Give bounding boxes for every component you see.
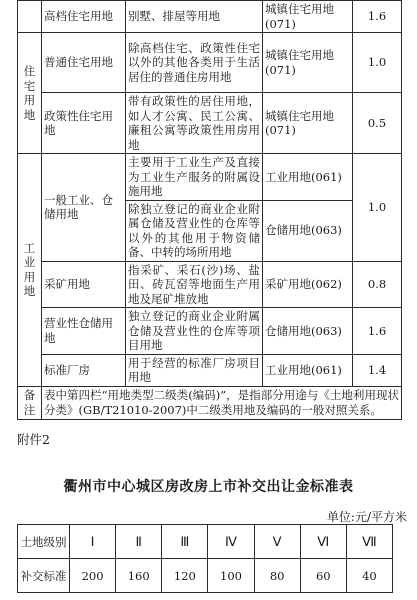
fee-value-cell: 160 <box>116 559 162 593</box>
description-cell: 除高档住宅、政策性住宅以外的其他各类用于生活居住的普通住房用地 <box>126 33 263 93</box>
code-cell: 城镇住宅用地(071) <box>263 93 353 154</box>
category-cell-blank <box>18 1 42 33</box>
description-cell: 别墅、排屋等用地 <box>126 1 263 33</box>
table-row <box>18 33 402 93</box>
table-row <box>18 93 402 154</box>
code-cell: 城镇住宅用地(071) <box>263 33 353 93</box>
unit-label: 单位:元/平方米 <box>326 510 407 524</box>
subtype-cell: 营业性仓储用地 <box>42 308 126 355</box>
subtype-cell: 一般工业、仓储用地 <box>42 154 126 262</box>
note-label: 备注 <box>18 386 42 419</box>
subtype-cell: 采矿用地 <box>42 261 126 308</box>
fee-row-label: 补交标准 <box>18 559 70 593</box>
code-cell: 仓储用地(063) <box>263 308 353 355</box>
level-cell: Ⅰ <box>70 525 116 559</box>
description-cell: 除独立登记的商业企业附属仓储及营业性的仓库等以外的其他用于物资储备、中转的场所用地 <box>126 200 263 261</box>
table-row <box>18 559 393 593</box>
fee-value-cell: 120 <box>162 559 208 593</box>
fee-value-cell: 80 <box>254 559 300 593</box>
description-cell: 用于经营的标准厂房项目用地 <box>126 354 263 386</box>
page-title: 衢州市中心城区房改房上市补交出让金标准表 <box>63 479 354 495</box>
subtype-cell: 政策性住宅用地 <box>42 93 126 154</box>
coefficient-cell: 1.4 <box>353 354 402 386</box>
category-cell-industrial: 工业用地 <box>18 154 42 387</box>
code-cell: 工业用地(061) <box>263 154 353 201</box>
table-row-note <box>18 386 402 419</box>
land-use-coefficient-table <box>17 0 402 420</box>
description-cell: 指采矿、采石(沙)场、盐田、砖瓦窑等地面生产用地及尾矿堆放地 <box>126 261 263 308</box>
level-cell: Ⅵ <box>300 525 346 559</box>
description-cell: 带有政策性的居住用地，如人才公寓、民工公寓、廉租公寓等政策性用房用地 <box>126 93 263 154</box>
level-cell: Ⅶ <box>346 525 392 559</box>
code-cell: 仓储用地(063) <box>263 200 353 261</box>
subtype-cell: 普通住宅用地 <box>42 33 126 93</box>
level-cell: Ⅴ <box>254 525 300 559</box>
annex-label: 附件2 <box>17 432 50 447</box>
land-level-header: 土地级别 <box>18 525 70 559</box>
table-row <box>18 261 402 308</box>
table-row <box>18 354 402 386</box>
level-cell: Ⅱ <box>116 525 162 559</box>
description-cell: 主要用于工业生产及直接为工业生产服务的附属设施用地 <box>126 154 263 201</box>
description-cell: 独立登记的商业企业附属仓储及营业性的仓库等项目用地 <box>126 308 263 355</box>
coefficient-cell: 1.6 <box>353 1 402 33</box>
fee-value-cell: 100 <box>208 559 254 593</box>
table-row <box>18 154 402 201</box>
fee-standard-table <box>17 524 393 593</box>
code-cell: 采矿用地(062) <box>263 261 353 308</box>
coefficient-cell: 0.8 <box>353 261 402 308</box>
table-row <box>18 308 402 355</box>
coefficient-cell: 1.0 <box>353 33 402 93</box>
code-cell: 城镇住宅用地(071) <box>263 1 353 33</box>
category-cell-residential: 住宅用地 <box>18 33 42 154</box>
level-cell: Ⅳ <box>208 525 254 559</box>
coefficient-cell: 0.5 <box>353 93 402 154</box>
subtype-cell: 高档住宅用地 <box>42 1 126 33</box>
note-text: 表中第四栏“用地类型二级类(编码)”，是指部分用途与《土地利用现状分类》(GB/T21010-2007)中二级类用地及编码的一般对照关系。 <box>42 386 402 419</box>
coefficient-cell: 1.0 <box>353 154 402 262</box>
level-cell: Ⅲ <box>162 525 208 559</box>
fee-value-cell: 60 <box>300 559 346 593</box>
code-cell: 工业用地(061) <box>263 354 353 386</box>
fee-value-cell: 200 <box>70 559 116 593</box>
table-row <box>18 525 393 559</box>
coefficient-cell: 1.6 <box>353 308 402 355</box>
table-row <box>18 1 402 33</box>
fee-value-cell: 40 <box>346 559 392 593</box>
subtype-cell: 标准厂房 <box>42 354 126 386</box>
